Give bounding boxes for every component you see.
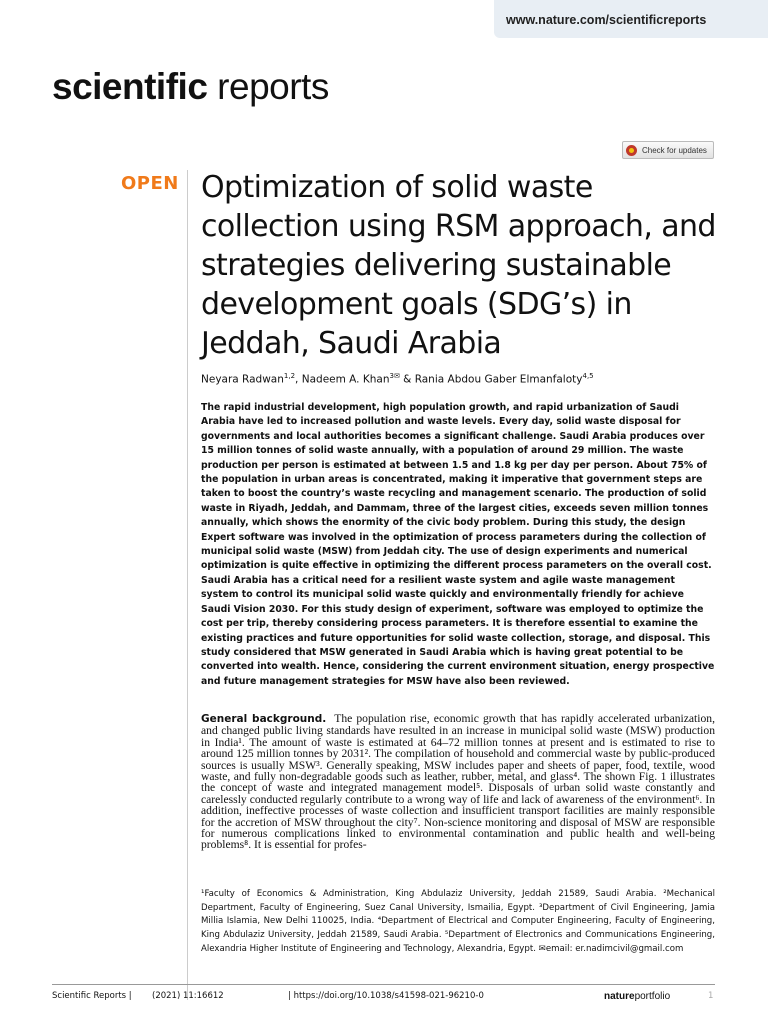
section-heading: General background. bbox=[201, 713, 327, 725]
journal-url[interactable]: www.nature.com/scientificreports bbox=[506, 13, 707, 27]
author-affiliation-ref: 4,5 bbox=[582, 372, 594, 380]
author-name[interactable]: Nadeem A. Khan bbox=[301, 373, 390, 386]
crossmark-icon bbox=[626, 145, 637, 156]
publisher-light: portfolio bbox=[634, 991, 671, 1002]
margin-divider bbox=[187, 170, 188, 1000]
article-title: Optimization of solid waste collection using RSM approach, and strategies delivering sustainable development goals (SDG’s) in Jeddah, Saudi Arabia bbox=[201, 170, 716, 361]
affiliations: ¹Faculty of Economics & Administration, King Abdulaziz University, Jeddah 21589, Saudi Arabia. ²Mechanical Department, Faculty of Engineering, Suez Canal University, Ismailia, Egypt. ³Department of Civil Engineering, Jamia Millia Islamia, New Delhi 110025, India. ⁴Department of Electrical and Computer Engineering, Faculty of Engineering, King Abdulaziz University, Jeddah 21589, Saudi Arabia. ⁵Department of Electronics and Communications Engineering, Alexandria Higher Institute of Engineering and Technology, Alexandria, Egypt. ✉email: er.nadimcivil@gmail.com bbox=[201, 889, 715, 954]
journal-masthead bbox=[52, 66, 329, 108]
masthead-light: reports bbox=[207, 66, 329, 107]
author-name[interactable]: Neyara Radwan bbox=[201, 373, 284, 386]
footer-journal: Scientific Reports | bbox=[52, 991, 132, 1001]
author-name[interactable]: Rania Abdou Gaber Elmanfaloty bbox=[414, 373, 583, 386]
open-access-badge: OPEN bbox=[121, 173, 179, 194]
author-list: Neyara Radwan$^{1,2}$, Nadeem A. Khan$^{3✉}$ & Rania Abdou Gaber Elmanfaloty$^{4,5}$ bbox=[201, 372, 594, 386]
check-for-updates-label: Check for updates bbox=[642, 145, 707, 155]
author-affiliation-ref: 3✉ bbox=[389, 372, 400, 380]
publisher-bold: nature bbox=[604, 991, 635, 1002]
footer-doi[interactable]: | https://doi.org/10.1038/s41598-021-96210-0 bbox=[288, 991, 484, 1001]
page-number: 1 bbox=[708, 991, 714, 1001]
body-text: The population rise, economic growth that has rapidly accelerated urbanization, and changed public living standards have resulted in an increase in municipal solid waste (MSW) production in India¹. The amount of waste is estimated at 64–72 million tonnes at present and is estimated to rise to around 125 million tonnes by 2031². The compilation of household and commercial waste by public-produced sources is usually MSW³. Generally speaking, MSW includes paper and sheets of paper, food, textile, wood waste, and fully non-degradable goods such as leather, rubber, metal, and glass⁴. The shown Fig. 1 illustrates the concept of waste and integrated management model⁵. Disposals of urban solid waste constantly and carelessly conducted regularly contribute to a wrong way of life and lack of awareness of the environment⁶. In addition, ineffective processes of waste collection and insufficient transport facilities are mainly responsible for the accretion of MSW throughout the city⁷. Non-science monitoring and disposal of MSW are responsible for numerous complications linked to environmental contamination and public health and well-being problems⁸. It is essential for profes- bbox=[201, 712, 715, 852]
body-paragraph bbox=[201, 713, 715, 851]
author-affiliation-ref: 1,2 bbox=[283, 372, 296, 380]
publisher-logo bbox=[604, 991, 670, 1002]
footer-divider bbox=[52, 984, 715, 985]
footer-volume: (2021) 11:16612 bbox=[152, 991, 224, 1001]
abstract: The rapid industrial development, high population growth, and rapid urbanization of Saudi Arabia have led to increased pollution and waste levels. Every day, solid waste disposal for governments and local authorities becomes a significant challenge. Saudi Arabia produces over 15 million tonnes of solid waste annually, with a population of around 29 million. The waste production per person is estimated at between 1.5 and 1.8 kg per day per person. About 75% of the population in urban areas is concentrated, making it imperative that government steps are taken to boost the country’s waste recycling and management scenario. The production of solid waste in Riyadh, Jeddah, and Dammam, three of the largest cities, exceeds seven million tonnes annually, which shows the enormity of the civic body problem. During this study, the design Expert software was involved in the optimization of process parameters during the collection of municipal solid waste (MSW) from Jeddah city. The use of design experiments and numerical optimization is quite effective in optimizing the different process parameters on the overall cost. Saudi Arabia has a critical need for a resilient waste system and agile waste management system to control its municipal solid waste quickly and environmentally friendly for achieve Saudi Vision 2030. For this study design of experiment, software was employed to optimize the cost per trip, thereby considering process parameters. It is therefore essential to examine the existing practices and future opportunities for solid waste collection, storage, and disposal. This study considered that MSW generated in Saudi Arabia which is having great potential to be converted into wealth. Hence, considering the current environment situation, energy prospective and future management strategies for MSW have also been reviewed. bbox=[201, 402, 715, 687]
masthead-bold: scientific bbox=[52, 66, 208, 107]
check-for-updates-button[interactable] bbox=[622, 141, 714, 159]
